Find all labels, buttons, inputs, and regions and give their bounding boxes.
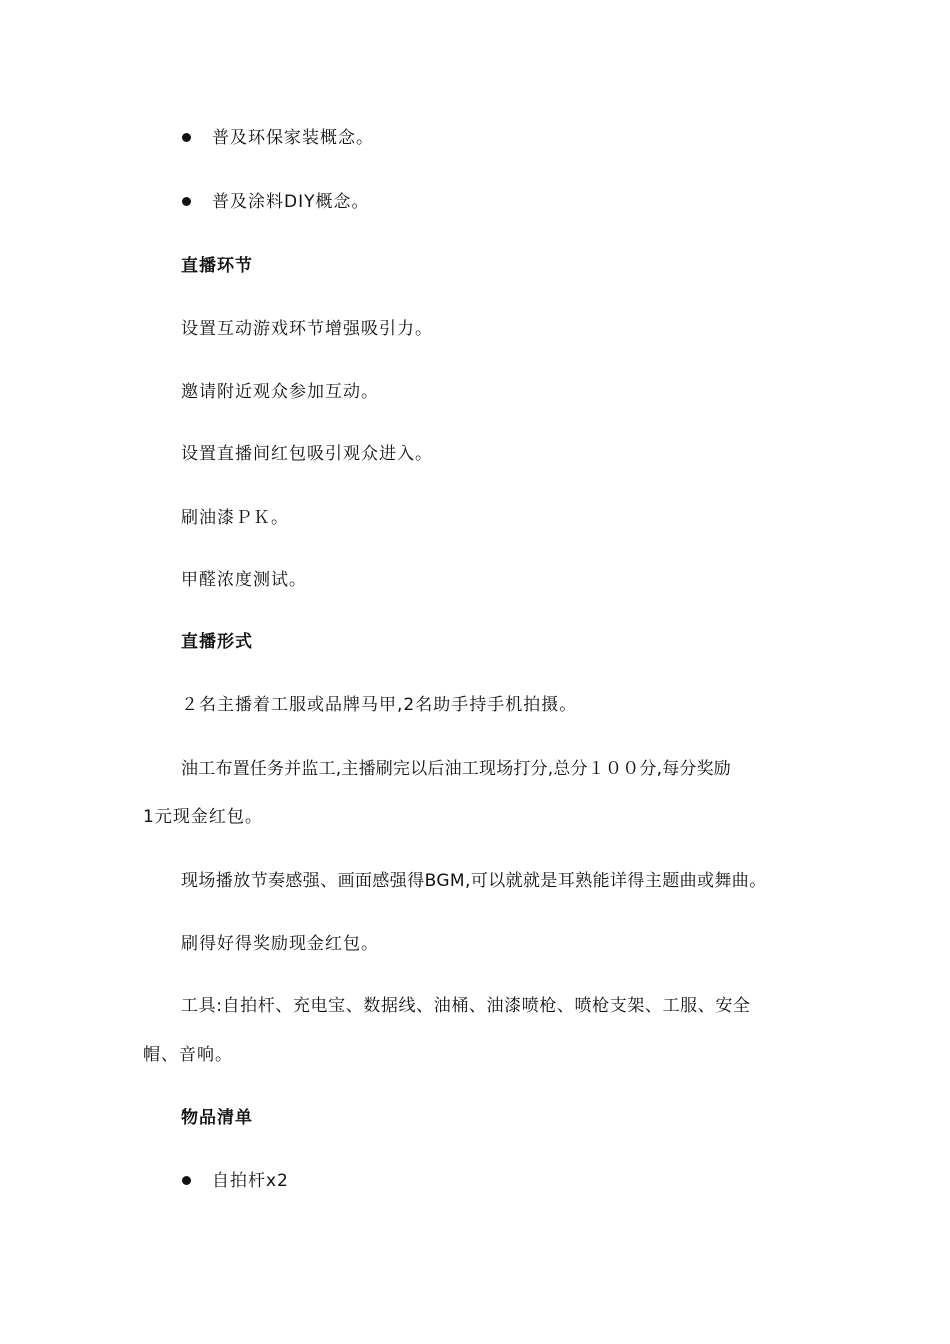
live-format-paragraph: 油工布置任务并监工,主播刷完以后油工现场打分,总分１００分,每分奖励 bbox=[181, 759, 732, 779]
live-segment-item: 邀请附近观众参加互动。 bbox=[181, 382, 379, 402]
bullet-text: 普及环保家装概念。 bbox=[212, 128, 374, 148]
live-format-paragraph-continued: 帽、音响。 bbox=[143, 1045, 233, 1065]
bullet-marker bbox=[182, 1176, 191, 1185]
live-format-paragraph: 工具:自拍杆、充电宝、数据线、油桶、油漆喷枪、喷枪支架、工服、安全 bbox=[181, 996, 751, 1016]
live-format-paragraph-continued: 1元现金红包。 bbox=[143, 807, 263, 827]
live-segment-item: 刷油漆ＰＫ。 bbox=[181, 508, 289, 528]
live-format-paragraph: 刷得好得奖励现金红包。 bbox=[181, 934, 379, 954]
bullet-marker bbox=[182, 197, 191, 206]
item-list-entry: 自拍杆x2 bbox=[212, 1171, 289, 1191]
live-segment-item: 设置直播间红包吸引观众进入。 bbox=[181, 444, 433, 464]
bullet-text: 普及涂料DIY概念。 bbox=[212, 192, 370, 212]
bullet-marker bbox=[182, 133, 191, 142]
section-heading-live-format: 直播形式 bbox=[181, 632, 253, 652]
live-format-paragraph: ２名主播着工服或品牌马甲,2名助手持手机拍摄。 bbox=[181, 695, 578, 715]
live-segment-item: 设置互动游戏环节增强吸引力。 bbox=[181, 319, 433, 339]
section-heading-item-list: 物品清单 bbox=[181, 1108, 253, 1128]
section-heading-live-segment: 直播环节 bbox=[181, 256, 253, 276]
live-format-paragraph: 现场播放节奏感强、画面感强得BGM,可以就就是耳熟能详得主题曲或舞曲。 bbox=[181, 871, 767, 891]
live-segment-item: 甲醛浓度测试。 bbox=[181, 570, 307, 590]
